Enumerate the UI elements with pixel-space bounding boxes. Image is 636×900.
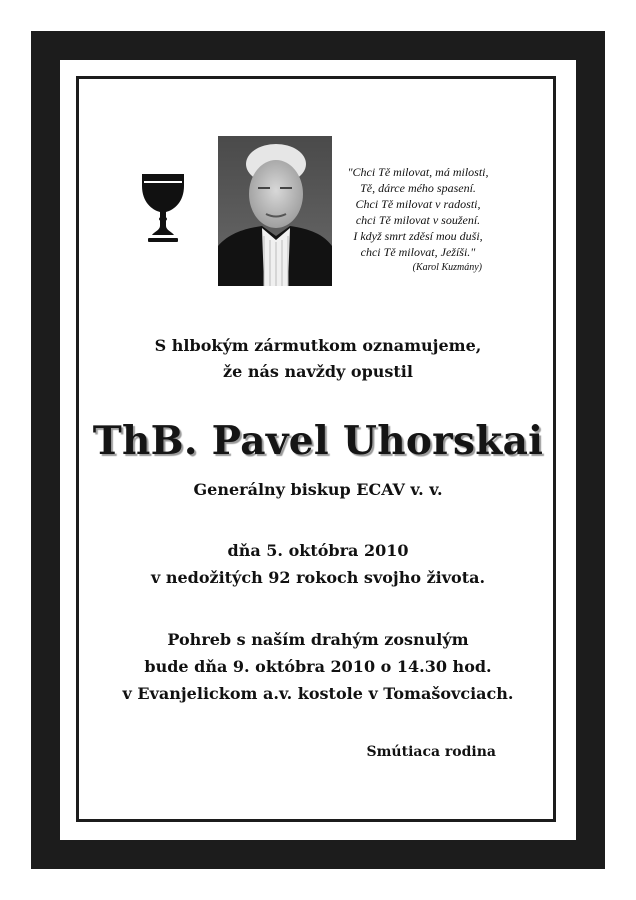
quote-line: Tě, dárce mého spasení.	[360, 181, 476, 195]
announcement-line-1: S hlbokým zármutkom oznamujeme,	[154, 336, 482, 355]
death-date-line: dňa 5. októbra 2010	[227, 541, 409, 560]
funeral-line-3: v Evanjelickom a.v. kostole v Tomašovciach.	[122, 684, 514, 703]
death-age-line: v nedožitých 92 rokoch svojho života.	[150, 568, 486, 587]
funeral-line-2: bude dňa 9. októbra 2010 o 14.30 hod.	[144, 657, 492, 676]
quote-line: Chci Tě milovat v radosti,	[355, 197, 481, 211]
announcement-line-2: že nás navždy opustil	[223, 362, 413, 381]
family-signoff: Smútiaca rodina	[366, 744, 496, 760]
quote-line: chci Tě milovat, Ježíši."	[360, 245, 476, 259]
chalice-icon	[140, 172, 186, 246]
quote-author: (Karol Kuzmány)	[412, 262, 482, 273]
bible-quote	[338, 164, 498, 276]
portrait-photo	[218, 136, 332, 286]
quote-line: chci Tě milovat v soužení.	[355, 213, 481, 227]
quote-line: I když smrt zděsí mou duši,	[353, 229, 483, 243]
funeral-line-1: Pohreb s naším drahým zosnulým	[167, 630, 469, 649]
deceased-title: Generálny biskup ECAV v. v.	[193, 480, 443, 499]
quote-line: "Chci Tě milovat, má milosti,	[347, 165, 489, 179]
deceased-name: ThB. Pavel Uhorskai	[92, 418, 544, 464]
